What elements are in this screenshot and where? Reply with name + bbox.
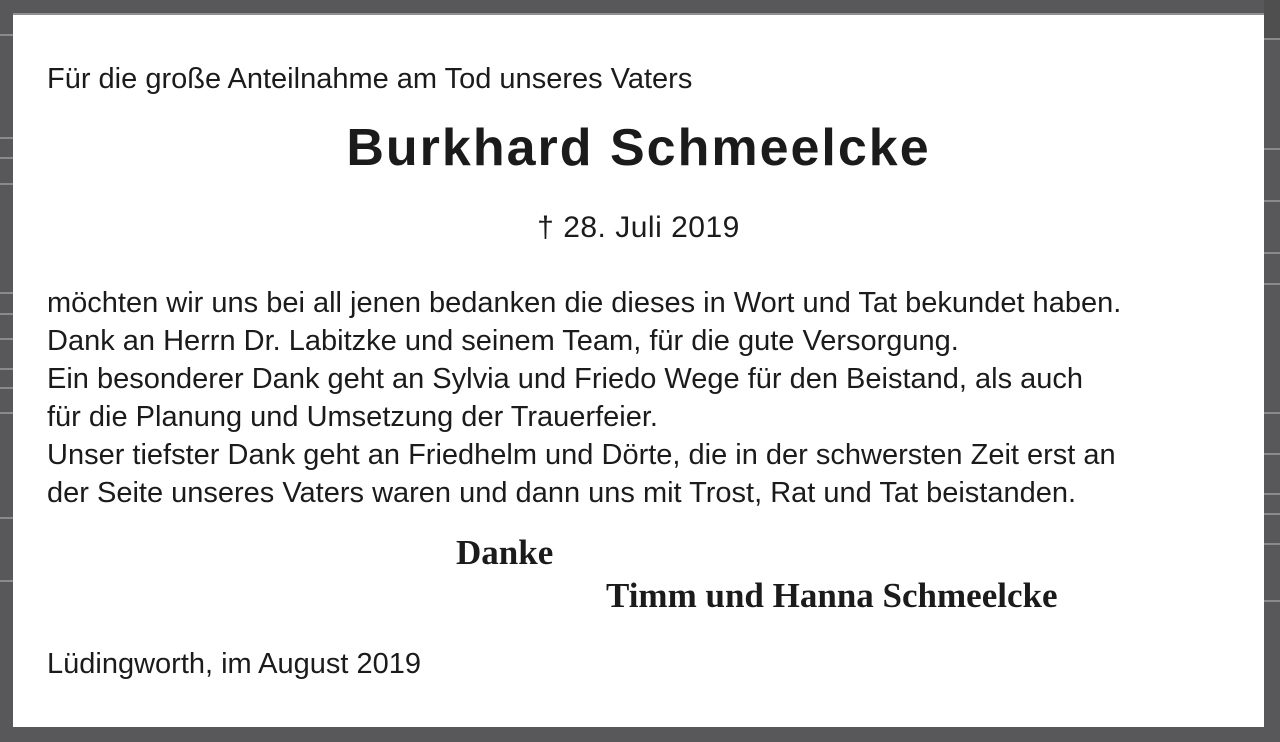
scan-artifact-line: [0, 338, 13, 340]
intro-line: Für die große Anteilnahme am Tod unseres Vaters: [47, 63, 693, 95]
body-line: möchten wir uns bei all jenen bedanken die dieses in Wort und Tat bekundet haben.: [47, 287, 1122, 319]
body-line: Ein besonderer Dank geht an Sylvia und Friedo Wege für den Beistand, als auch: [47, 363, 1084, 395]
scan-artifact-line: [1264, 493, 1280, 495]
scan-artifact-line: [1264, 200, 1280, 202]
scan-artifact-line: [1264, 543, 1280, 545]
scan-artifact-line: [1264, 513, 1280, 515]
body-line: Unser tiefster Dank geht an Friedhelm und Dörte, die in der schwersten Zeit erst an: [47, 439, 1116, 471]
body-line: Dank an Herrn Dr. Labitzke und seinem Team, für die gute Versorgung.: [47, 325, 959, 357]
scan-artifact-line: [0, 368, 13, 370]
scan-artifact-line: [1264, 412, 1280, 414]
death-date: † 28. Juli 2019: [537, 211, 740, 244]
scan-artifact-line: [0, 34, 13, 36]
scan-artifact-line: [1264, 283, 1280, 285]
scan-artifact-line: [0, 313, 13, 315]
scan-artifact-line: [0, 412, 13, 414]
scan-artifact-line: [0, 183, 13, 185]
thanks-paragraph: [47, 284, 1257, 512]
body-line: für die Planung und Umsetzung der Trauerfeier.: [47, 401, 658, 433]
family-signature: Timm und Hanna Schmeelcke: [606, 576, 1058, 615]
scan-artifact-line: [1264, 600, 1280, 602]
scan-artifact-line: [1264, 148, 1280, 150]
scan-corner-notch: [1264, 0, 1280, 38]
scan-artifact-line: [0, 137, 13, 139]
scan-artifact-line: [1264, 38, 1280, 40]
deceased-name: Burkhard Schmeelcke: [346, 119, 931, 177]
scan-artifact-line: [0, 580, 13, 582]
scan-artifact-line: [1264, 453, 1280, 455]
scan-artifact-line: [1264, 252, 1280, 254]
scan-artifact-line: [0, 292, 13, 294]
scan-artifact-line: [0, 387, 13, 389]
scan-artifact-line: [0, 157, 13, 159]
obituary-card: [13, 13, 1264, 727]
thanks-word: Danke: [456, 533, 554, 572]
scan-artifact-line: [0, 517, 13, 519]
body-line: der Seite unseres Vaters waren und dann uns mit Trost, Rat und Tat beistanden.: [47, 477, 1077, 509]
place-date-line: Lüdingworth, im August 2019: [47, 648, 422, 680]
